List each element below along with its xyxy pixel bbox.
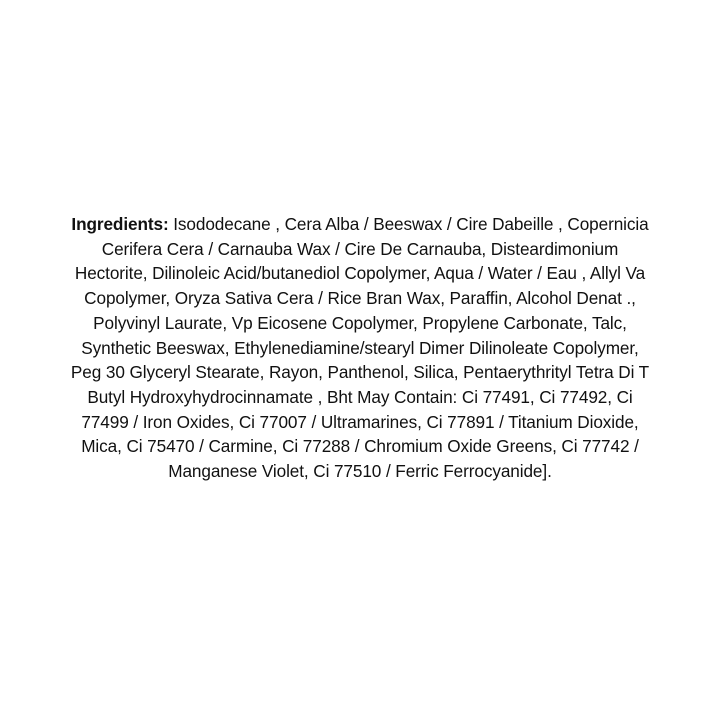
ingredients-label: Ingredients: [71, 214, 169, 234]
ingredients-paragraph [70, 212, 650, 484]
ingredients-text: Isododecane , Cera Alba / Beeswax / Cire Dabeille , Copernicia Cerifera Cera / Carnauba Wax / Cire De Carnauba, Disteardimonium Hectorite, Dilinoleic Acid/butanediol Copolymer, Aqua / Water / Eau , Allyl Va Copolymer, Oryza Sativa Cera / Rice Bran Wax, Paraffin, Alcohol Denat ., Polyvinyl Laurate, Vp Eicosene Copolymer, Propylene Carbonate, Talc, Synthetic Beeswax, Ethylenediamine/stearyl Dimer Dilinoleate Copolymer, Peg 30 Glyceryl Stearate, Rayon, Panthenol, Silica, Pentaerythrityl Tetra Di T Butyl Hydroxyhydrocinnamate , Bht May Contain: Ci 77491, Ci 77492, Ci 77499 / Iron Oxides, Ci 77007 / Ultramarines, Ci 77891 / Titanium Dioxide, Mica, Ci 75470 / Carmine, Ci 77288 / Chromium Oxide Greens, Ci 77742 / Manganese Violet, Ci 77510 / Ferric Ferrocyanide]. [70, 214, 650, 482]
